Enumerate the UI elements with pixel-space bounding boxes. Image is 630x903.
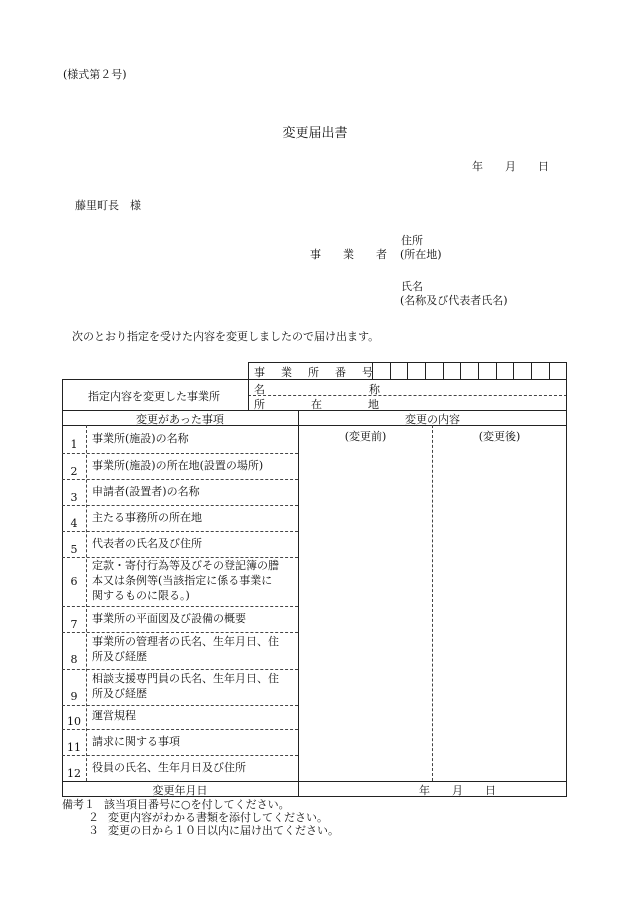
note-prefix: 備考１ [62,798,95,811]
item-number[interactable]: 1 [70,438,78,451]
item-text: 事業所(施設)の所在地(設置の場所) [92,459,264,472]
change-content-header: 変更の内容 [405,413,460,426]
name-label: 氏名 [401,280,423,293]
note-item [62,824,339,837]
addressee: 藤里町長 様 [75,199,141,212]
item-number[interactable]: 2 [70,465,78,478]
item-number[interactable]: 5 [70,543,78,556]
item-row-7[interactable] [62,606,298,632]
item-row-3[interactable] [62,479,298,505]
note-prefix: ２ [88,811,99,824]
document-title: 変更届出書 [282,126,348,141]
changed-matter-header: 変更があった事項 [136,413,224,426]
change-notification-table [62,362,567,797]
item-text: 事業所の管理者の氏名、生年月日、住 所及び経歴 [92,635,279,663]
item-number[interactable]: 3 [70,491,78,504]
item-row-4[interactable] [62,505,298,531]
note-item [62,798,339,811]
applicant-char: 業 [343,248,354,261]
submission-date[interactable] [472,158,549,174]
name-sub-label[interactable]: (名称及び代表者氏名) [400,294,508,307]
item-text: 事業所の平面図及び設備の概要 [92,612,246,625]
notes [62,798,339,837]
form-number: (様式第２号) [63,68,127,81]
item-text: 運営規程 [92,709,136,722]
item-text: 主たる事務所の所在地 [92,511,202,524]
item-text: 定款・寄付行為等及びその登記簿の謄 本又は条例等(当該指定に係る事業に 関するものに限る。) [92,559,279,602]
item-row-1[interactable] [62,425,298,453]
item-text: 申請者(設置者)の名称 [92,485,200,498]
item-row-11[interactable] [62,729,298,755]
applicant-char: 事 [310,248,321,261]
after-label: (変更後) [478,430,521,443]
date-year-label: 年 [472,160,483,173]
item-text: 事業所(施設)の名称 [92,432,189,445]
note-prefix: ３ [88,824,99,837]
after-content-input[interactable] [433,442,566,781]
item-number[interactable]: 8 [70,653,78,666]
item-row-6[interactable] [62,557,298,606]
change-date-year: 年 [419,784,430,797]
table-border [566,362,567,797]
item-row-8[interactable] [62,632,298,669]
item-row-9[interactable] [62,669,298,705]
item-text: 請求に関する事項 [92,735,180,748]
office-number-input[interactable] [372,362,566,379]
item-number[interactable]: 4 [70,517,78,530]
note-item [62,811,339,824]
item-number[interactable]: 10 [67,715,81,728]
note-text: 該当項目番号に○を付してください。 [104,798,290,811]
table-border [248,362,249,410]
item-number[interactable]: 12 [67,767,81,780]
office-location-input[interactable] [372,395,566,410]
note-text: 変更内容がわかる書類を添付してください。 [108,811,328,824]
item-text: 役員の氏名、生年月日及び住所 [92,761,246,774]
before-content-input[interactable] [299,442,432,781]
change-date-label: 変更年月日 [152,784,208,797]
item-text: 相談支援専門員の氏名、生年月日、住 所及び経歴 [92,672,279,700]
note-text: 変更の日から１０日以内に届け出てください。 [108,824,339,837]
item-row-10[interactable] [62,705,298,729]
item-text: 代表者の氏名及び住所 [92,537,202,550]
change-date-day: 日 [485,784,496,797]
item-row-2[interactable] [62,453,298,479]
before-label: (変更前) [344,430,387,443]
item-row-5[interactable] [62,531,298,557]
date-month-label: 月 [505,160,516,173]
designated-office-label: 指定内容を変更した事業所 [88,390,220,403]
office-number-label: 事 業 所 番 号 [254,366,373,379]
office-name-input[interactable] [372,379,566,395]
change-date-month: 月 [452,784,463,797]
item-number[interactable]: 6 [70,575,78,588]
office-name-label: 名 称 [254,383,380,396]
item-number[interactable]: 7 [70,618,78,631]
change-date-input[interactable] [419,782,496,798]
address-label: 住所 [401,234,423,247]
office-location-label: 所 在 地 [254,398,379,411]
item-row-12[interactable] [62,755,298,781]
item-number[interactable]: 9 [70,690,78,703]
intro-statement: 次のとおり指定を受けた内容を変更しましたので届け出ます。 [72,330,380,343]
date-day-label: 日 [538,160,549,173]
address-sub-label[interactable]: (所在地) [400,248,442,261]
item-number[interactable]: 11 [67,741,81,754]
applicant-label [310,246,387,262]
applicant-char: 者 [376,248,387,261]
